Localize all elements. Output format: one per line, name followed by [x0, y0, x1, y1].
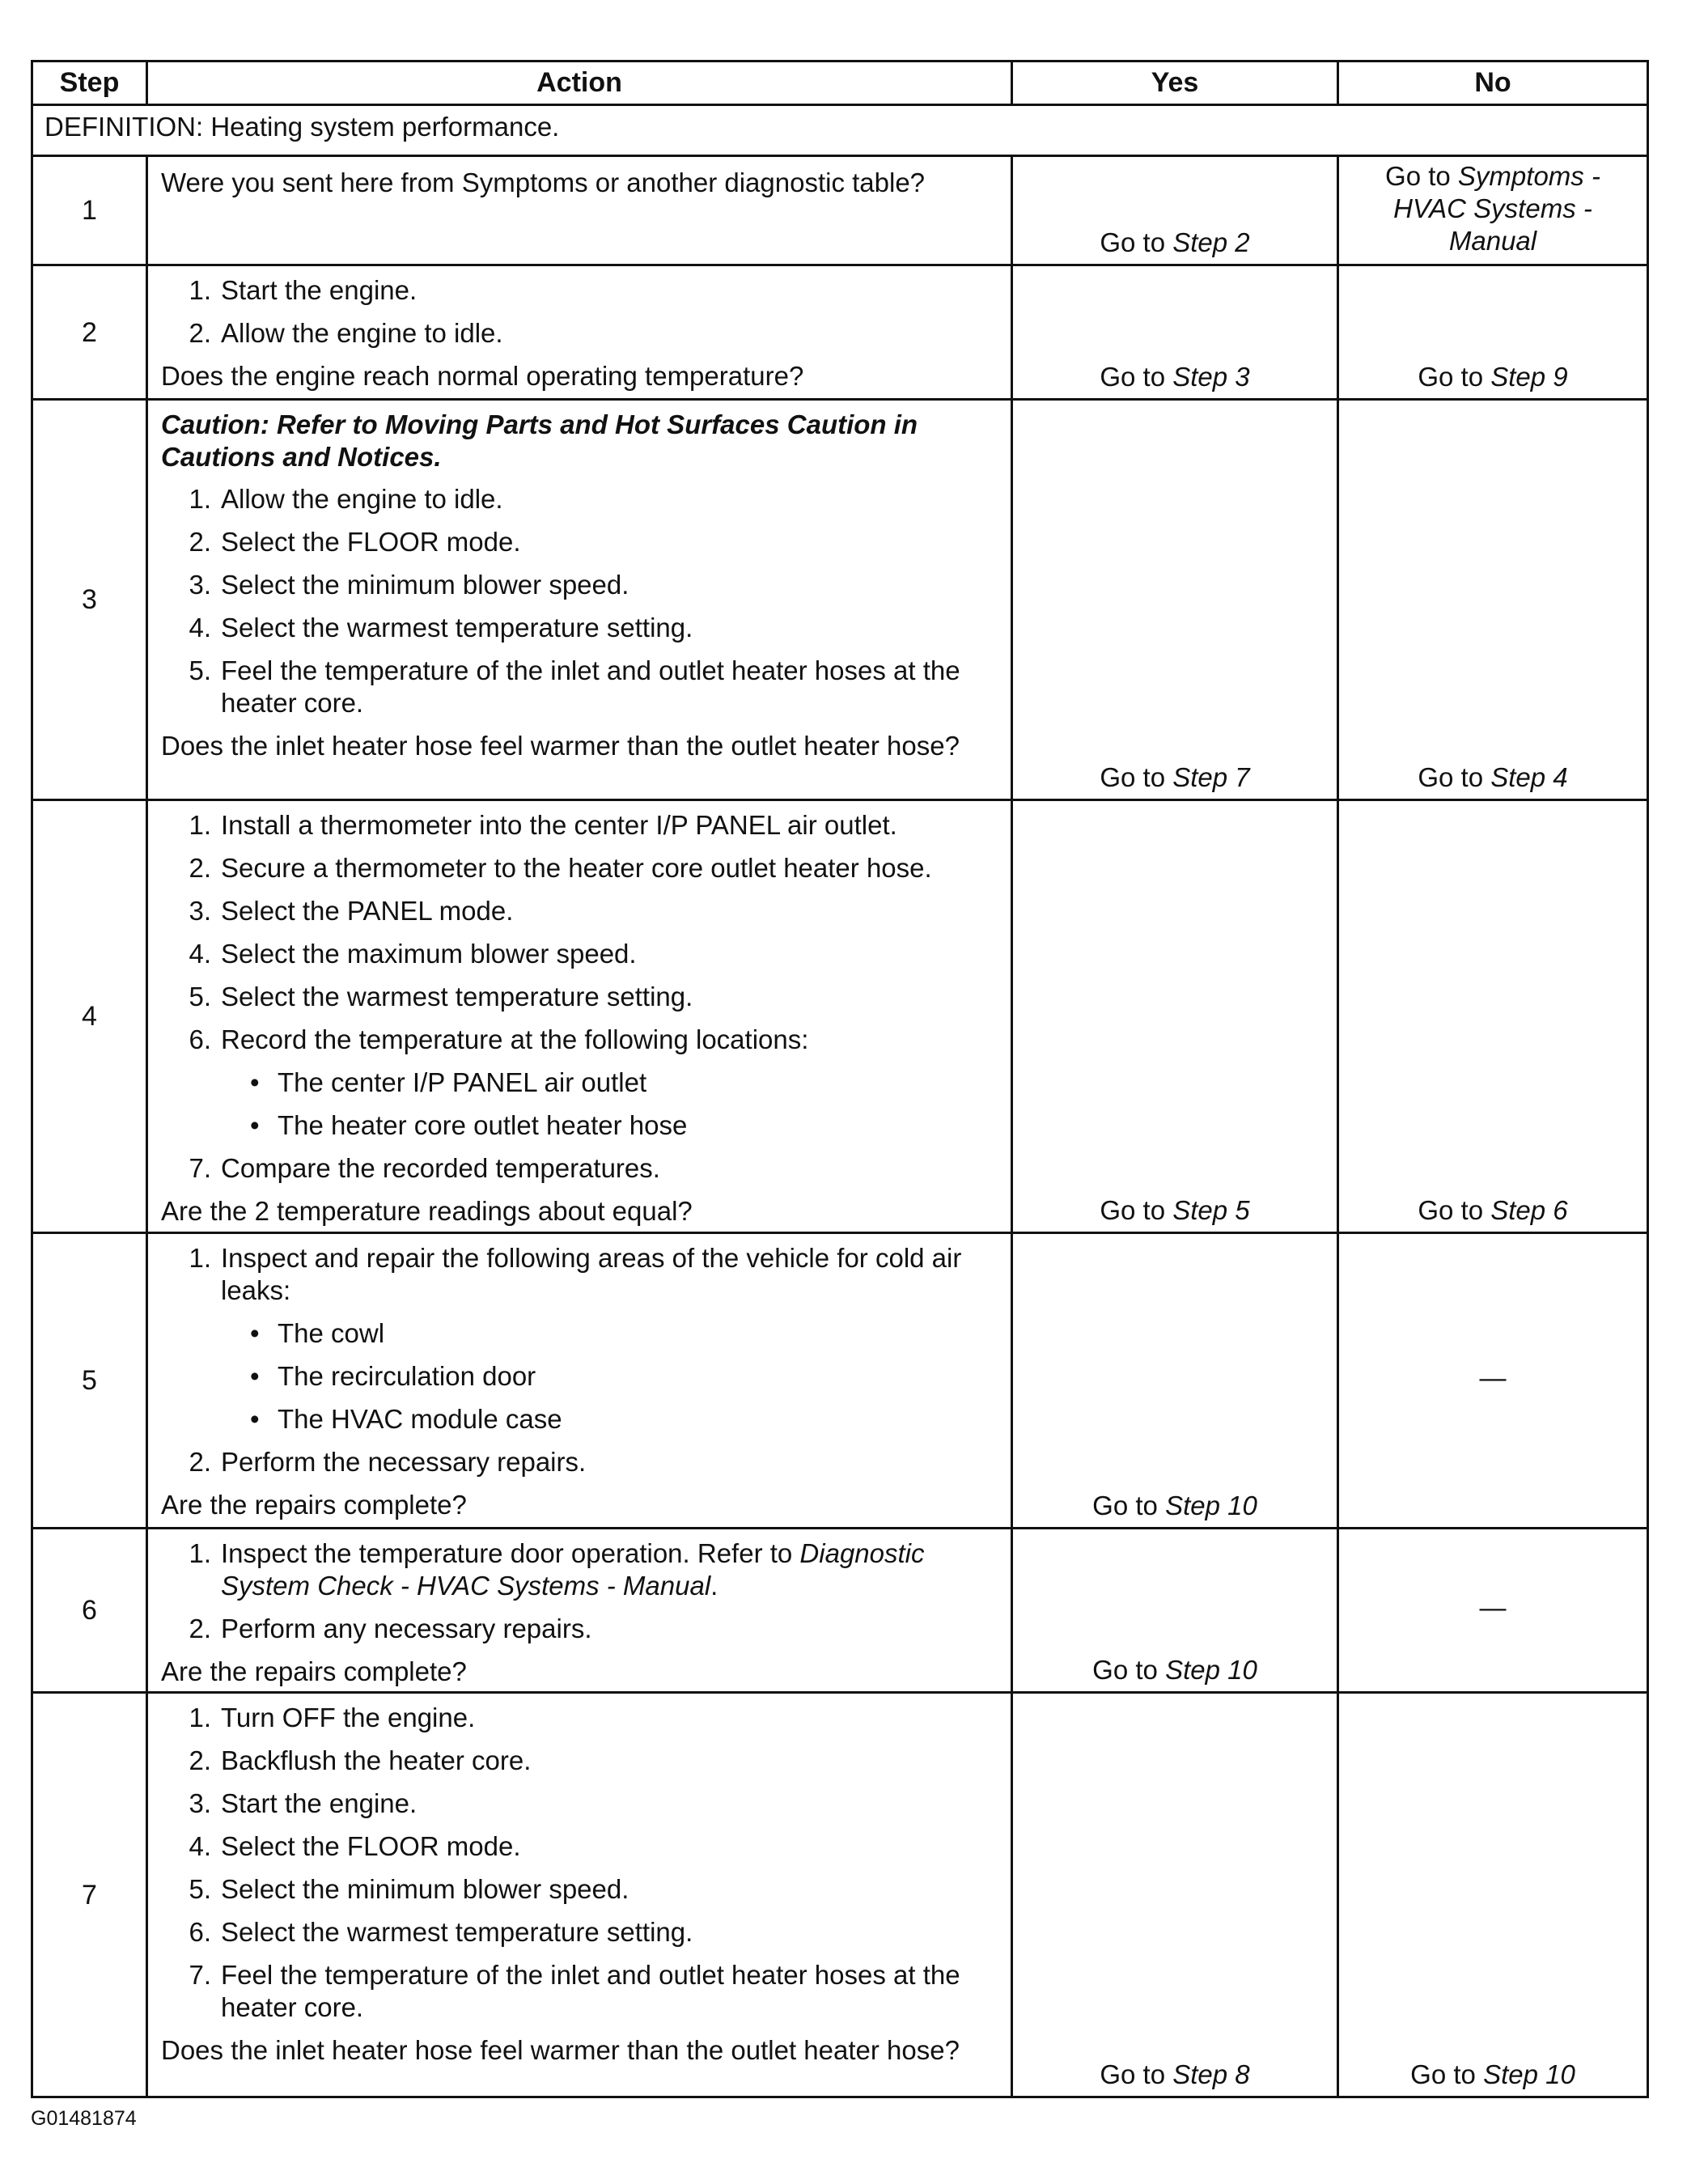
step-row-3: [32, 400, 1648, 800]
yes-cell: Go to Step 5: [1012, 800, 1338, 1233]
header-no: No: [1338, 61, 1648, 105]
substep: 2. Secure a thermometer to the heater core outlet heater hose.: [189, 853, 932, 883]
substep: 2. Perform any necessary repairs.: [189, 1614, 592, 1643]
substep: 1. Install a thermometer into the center I/P PANEL air outlet.: [189, 810, 897, 840]
substep: 3. Select the PANEL mode.: [189, 896, 514, 926]
step-question: Are the 2 temperature readings about equal?: [161, 1196, 693, 1226]
no-target: Step 9: [1490, 362, 1568, 392]
step-number: 6: [32, 1529, 147, 1693]
substep: 5. Select the minimum blower speed.: [189, 1874, 629, 1904]
go-to-label: Go to: [1385, 161, 1451, 191]
substep: 6. Select the warmest temperature setting.: [189, 1917, 693, 1947]
no-target: Step 10: [1483, 2059, 1575, 2089]
substep: 6. Record the temperature at the following locations:: [189, 1024, 809, 1054]
substep: 7. Feel the temperature of the inlet and outlet heater hoses at the heater core.: [189, 1960, 960, 2022]
header-yes: Yes: [1012, 61, 1338, 105]
step-number: 1: [32, 156, 147, 265]
step-number: 2: [32, 265, 147, 400]
go-to-label: Go to: [1100, 227, 1166, 257]
step-question: Does the inlet heater hose feel warmer than the outlet heater hose?: [161, 731, 960, 761]
definition-row: [32, 105, 1648, 156]
step-row-7: [32, 1693, 1648, 2097]
no-target: Symptoms - HVAC Systems - Manual: [1393, 161, 1600, 256]
reference-link: Diagnostic System Check - HVAC Systems - Manual: [221, 1538, 925, 1601]
step-row-6: [32, 1529, 1648, 1693]
no-cell: Go to Step 6: [1338, 800, 1648, 1233]
no-target: Step 4: [1490, 762, 1568, 792]
no-cell: —: [1338, 1233, 1648, 1529]
no-cell: [1338, 156, 1648, 265]
yes-target: Step 3: [1172, 362, 1250, 392]
substep: 2. Backflush the heater core.: [189, 1745, 532, 1775]
no-cell: Go to Step 9: [1338, 265, 1648, 400]
substep: 2. Allow the engine to idle.: [189, 318, 503, 348]
action-cell: [147, 1693, 1012, 2097]
substep: 2. Perform the necessary repairs.: [189, 1447, 587, 1477]
substep: 1. Inspect the temperature door operation. Refer to Diagnostic System Check - HVAC Systems - Manual.: [189, 1538, 925, 1601]
yes-target: Step 5: [1172, 1195, 1250, 1225]
substep: 5. Select the warmest temperature setting.: [189, 982, 693, 1011]
substep: 1. Start the engine.: [189, 275, 418, 305]
bullet-item: • The center I/P PANEL air outlet: [250, 1067, 647, 1097]
step-number: 7: [32, 1693, 147, 2097]
no-cell: Go to Step 10: [1338, 1693, 1648, 2097]
no-cell: —: [1338, 1529, 1648, 1693]
no-target: Step 6: [1490, 1195, 1568, 1225]
yes-cell: [1012, 156, 1338, 265]
bullet-item: • The heater core outlet heater hose: [250, 1110, 688, 1140]
step-question: Does the inlet heater hose feel warmer than the outlet heater hose?: [161, 2035, 960, 2065]
action-cell: [147, 265, 1012, 400]
step-question: Were you sent here from Symptoms or another diagnostic table?: [161, 168, 926, 197]
step-question: Are the repairs complete?: [161, 1490, 467, 1520]
caution-note: Caution: Refer to Moving Parts and Hot Surfaces Caution in Cautions and Notices.: [161, 409, 918, 472]
yes-target: Step 7: [1172, 762, 1250, 792]
substep: 4. Select the FLOOR mode.: [189, 1831, 521, 1861]
step-row-2: [32, 265, 1648, 400]
yes-cell: Go to Step 8: [1012, 1693, 1338, 2097]
step-question: Are the repairs complete?: [161, 1656, 467, 1686]
step-number: 3: [32, 400, 147, 800]
substep: 1. Turn OFF the engine.: [189, 1703, 476, 1732]
substep: 3. Start the engine.: [189, 1788, 418, 1818]
step-number: 5: [32, 1233, 147, 1529]
yes-target: Step 8: [1172, 2059, 1250, 2089]
header-step: Step: [32, 61, 147, 105]
substep: 4. Select the maximum blower speed.: [189, 939, 637, 969]
action-cell: [147, 1529, 1012, 1693]
yes-target: Step 2: [1172, 227, 1250, 257]
yes-cell: Go to Step 3: [1012, 265, 1338, 400]
step-row-1: [32, 156, 1648, 265]
header-row: [32, 61, 1648, 105]
substep: 5. Feel the temperature of the inlet and outlet heater hoses at the heater core.: [189, 655, 960, 718]
substep: 2. Select the FLOOR mode.: [189, 527, 521, 557]
action-cell: [147, 156, 1012, 265]
action-cell: [147, 1233, 1012, 1529]
definition: DEFINITION: Heating system performance.: [32, 105, 1648, 156]
step-row-5: [32, 1233, 1648, 1529]
bullet-item: • The HVAC module case: [250, 1404, 562, 1434]
no-cell: Go to Step 4: [1338, 400, 1648, 800]
yes-cell: Go to Step 10: [1012, 1233, 1338, 1529]
yes-target: Step 10: [1165, 1655, 1257, 1685]
diagnostic-table: [31, 60, 1649, 2098]
substep: 1. Allow the engine to idle.: [189, 484, 503, 514]
bullet-item: • The recirculation door: [250, 1361, 536, 1391]
step-question: Does the engine reach normal operating temperature?: [161, 361, 804, 391]
bullet-item: • The cowl: [250, 1318, 385, 1348]
header-action: Action: [147, 61, 1012, 105]
substep: 3. Select the minimum blower speed.: [189, 570, 629, 600]
yes-cell: Go to Step 10: [1012, 1529, 1338, 1693]
substep: 4. Select the warmest temperature setting.: [189, 613, 693, 642]
step-number: 4: [32, 800, 147, 1233]
figure-code: G01481874: [31, 2107, 137, 2130]
action-cell: [147, 400, 1012, 800]
substep: 7. Compare the recorded temperatures.: [189, 1153, 660, 1183]
substep: 1. Inspect and repair the following areas of the vehicle for cold air leaks:: [189, 1243, 962, 1305]
action-cell: [147, 800, 1012, 1233]
step-row-4: [32, 800, 1648, 1233]
yes-cell: Go to Step 7: [1012, 400, 1338, 800]
yes-target: Step 10: [1165, 1491, 1257, 1520]
